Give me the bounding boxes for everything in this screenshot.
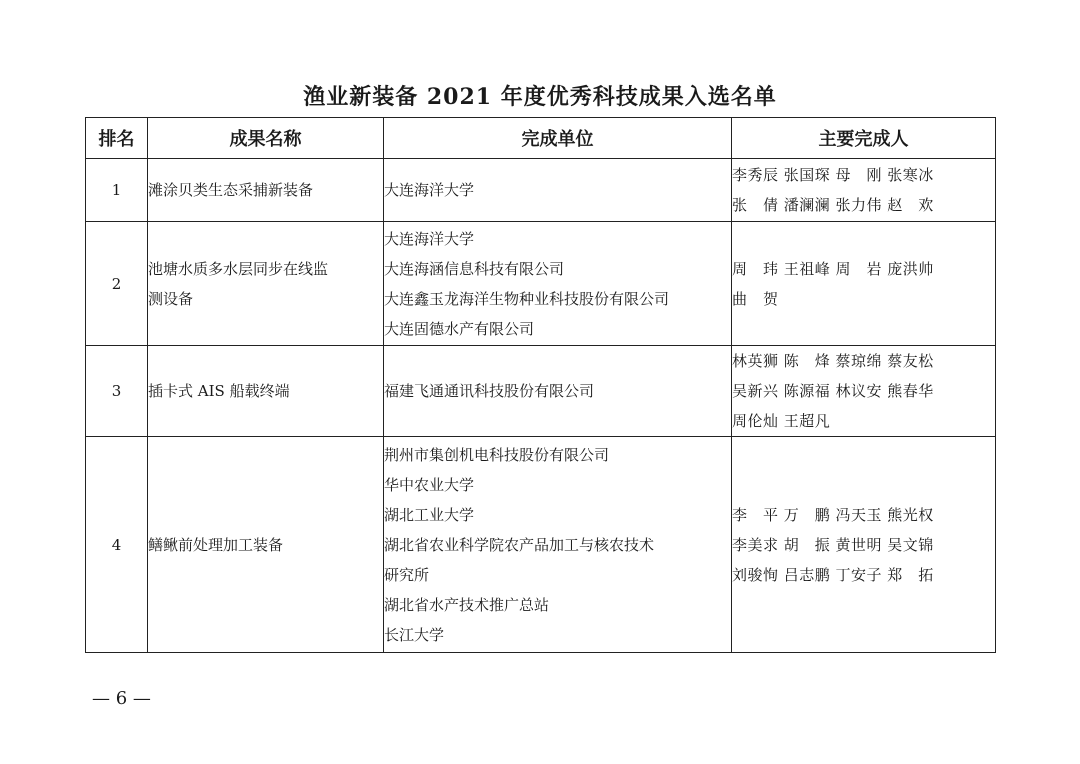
unit-line: 大连海洋大学 [384,229,475,248]
unit-line: 长江大学 [384,625,445,644]
people-line: 李美求 胡 振 黄世明 吴文锦 [732,535,934,554]
unit-line: 大连海涵信息科技有限公司 [384,259,565,278]
unit-line: 福建飞通通讯科技股份有限公司 [384,382,595,400]
results-table [85,117,996,653]
unit-line: 华中农业大学 [384,475,475,494]
units-cell [384,346,732,437]
units-cell [384,437,732,653]
people-line: 周 玮 王祖峰 周 岩 庞洪帅 [732,259,934,278]
unit-line: 荆州市集创机电科技股份有限公司 [384,445,610,464]
people-line: 林英狮 陈 烽 蔡琼绵 蔡友松 [732,352,934,370]
rank-cell: 2 [86,222,148,346]
people-cell [732,346,996,437]
unit-line: 湖北工业大学 [384,505,475,524]
unit-line: 研究所 [384,565,430,584]
unit-line: 大连固德水产有限公司 [384,319,535,338]
people-line: 曲 贺 [732,289,779,308]
header-people: 主要完成人 [732,118,996,159]
units-cell [384,159,732,222]
people-cell [732,159,996,222]
name-cell [148,159,384,222]
header-name: 成果名称 [148,118,384,159]
name-cell [148,437,384,653]
table-row [86,346,996,437]
people-line: 张 倩 潘澜澜 张力伟 赵 欢 [732,196,934,214]
people-line: 李秀辰 张国琛 母 刚 张寒冰 [732,166,934,184]
table-row [86,437,996,653]
people-line: 周伦灿 王超凡 [732,412,831,430]
name-line: 插卡式 AIS 船载终端 [148,382,290,400]
rank-cell: 1 [86,159,148,222]
name-cell [148,222,384,346]
header-units: 完成单位 [384,118,732,159]
people-cell [732,437,996,653]
name-line: 测设备 [148,289,194,308]
page-number: — 6 — [92,688,151,709]
unit-line: 湖北省农业科学院农产品加工与核农技术 [384,535,655,554]
unit-line: 大连海洋大学 [384,181,475,199]
units-cell [384,222,732,346]
unit-line: 大连鑫玉龙海洋生物种业科技股份有限公司 [384,289,670,308]
name-cell [148,346,384,437]
document-title: 渔业新装备 2021 年度优秀科技成果入选名单 [303,84,777,110]
table-header-row [86,118,996,159]
name-line: 鳝鳅前处理加工装备 [148,535,284,554]
header-rank: 排名 [86,118,148,159]
unit-line: 湖北省水产技术推广总站 [384,595,550,614]
name-line: 池塘水质多水层同步在线监 [148,259,329,278]
people-cell [732,222,996,346]
table-row [86,222,996,346]
table-row [86,159,996,222]
people-line: 李 平 万 鹏 冯天玉 熊光权 [732,505,934,524]
rank-cell: 3 [86,346,148,437]
people-line: 刘骏恂 吕志鹏 丁安子 郑 拓 [732,565,934,584]
people-line: 吴新兴 陈源福 林议安 熊春华 [732,382,934,400]
name-line: 滩涂贝类生态采捕新装备 [148,181,314,199]
rank-cell: 4 [86,437,148,653]
